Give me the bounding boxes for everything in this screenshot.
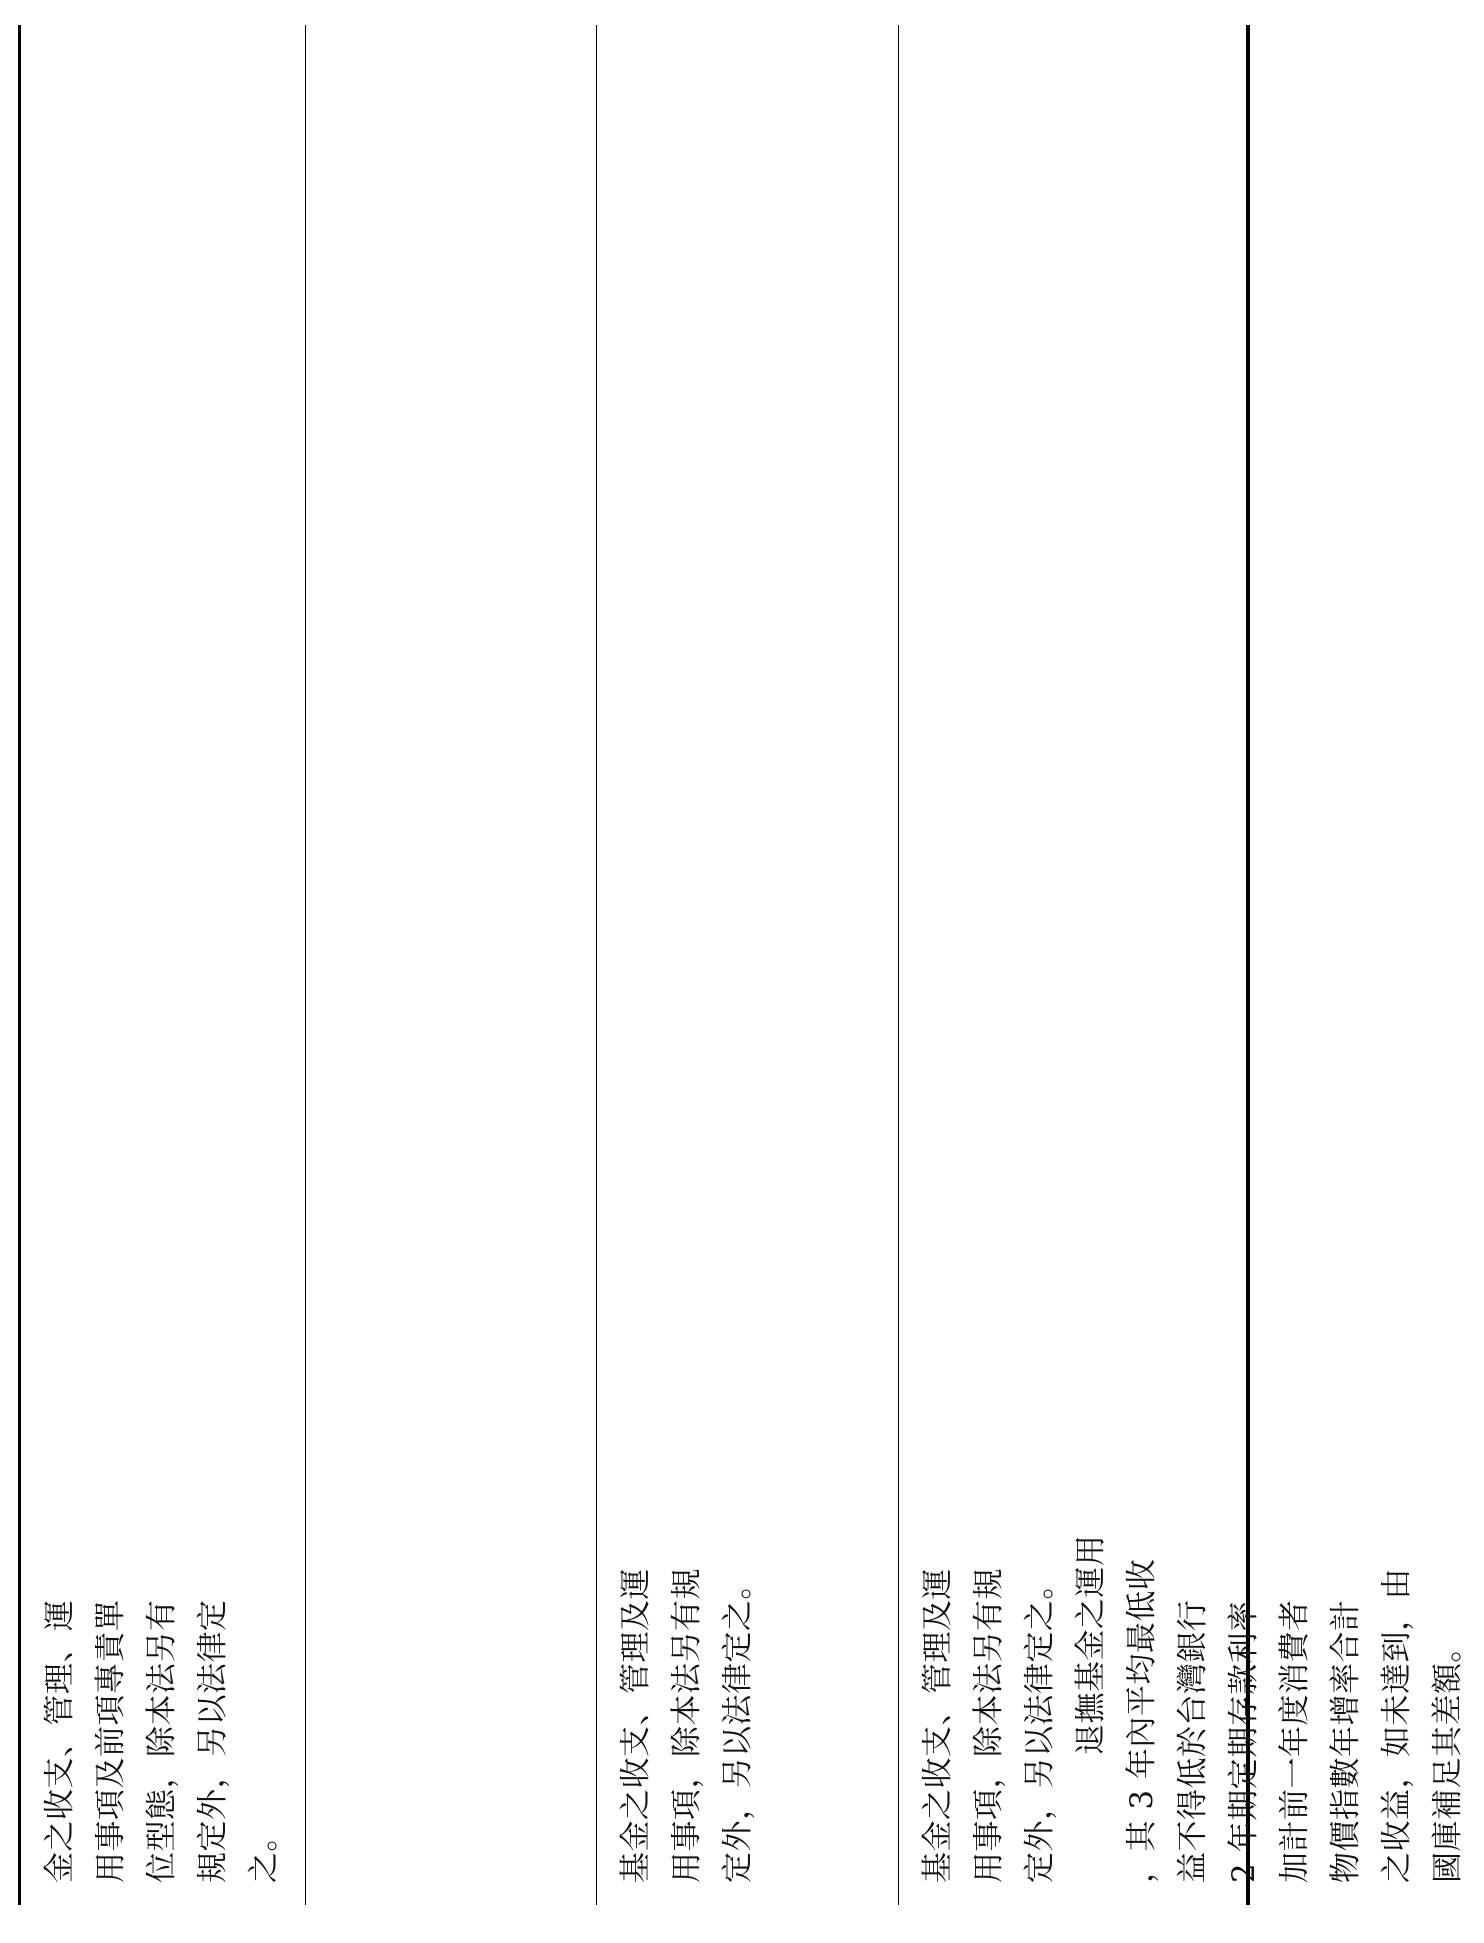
text-line: ，其 3 年內平均最低收 (1124, 1558, 1161, 1883)
column-proposal-b (899, 25, 1467, 1905)
text-line: 規定外，另以法律定 (195, 1599, 231, 1883)
text-line: 基金之收支、管理及運 (920, 1568, 957, 1883)
column-empty (306, 25, 598, 1905)
cell-proposal-a (597, 25, 774, 1905)
text-line: 之。 (246, 1820, 282, 1883)
text-line: 位型態，除本法另有 (144, 1599, 180, 1883)
text-line: 退撫基金之運用 (1073, 1534, 1110, 1755)
cell-proposal-b (899, 25, 1484, 1905)
text-line: 之收益，如未達到，由 (1379, 1568, 1416, 1883)
column-proposal-a (597, 25, 899, 1905)
text-line: 用事項，除本法另有規 (971, 1568, 1008, 1883)
cell-empty (306, 25, 330, 1905)
text-line: 定外，另以法律定之。 (1022, 1568, 1059, 1883)
text-line: 定外，另以法律定之。 (720, 1568, 757, 1883)
text-line: 2 年期定期存款利率 (1226, 1600, 1263, 1883)
text-line: 用事項及前項專責單 (93, 1599, 129, 1883)
text-line: 加計前一年度消費者 (1277, 1599, 1314, 1883)
text-line: 用事項，除本法另有規 (669, 1568, 706, 1883)
text-line: 國庫補足其差額。 (1430, 1631, 1467, 1883)
column-current-law (21, 25, 306, 1905)
cell-current-law (21, 25, 300, 1905)
text-line: 基金之收支、管理及運 (618, 1568, 655, 1883)
text-line: 金之收支、管理、運 (42, 1599, 78, 1883)
comparison-table (18, 25, 1467, 1905)
text-line: 益不得低於台灣銀行 (1175, 1599, 1212, 1883)
text-line: 物價指數年增率合計 (1328, 1599, 1365, 1883)
